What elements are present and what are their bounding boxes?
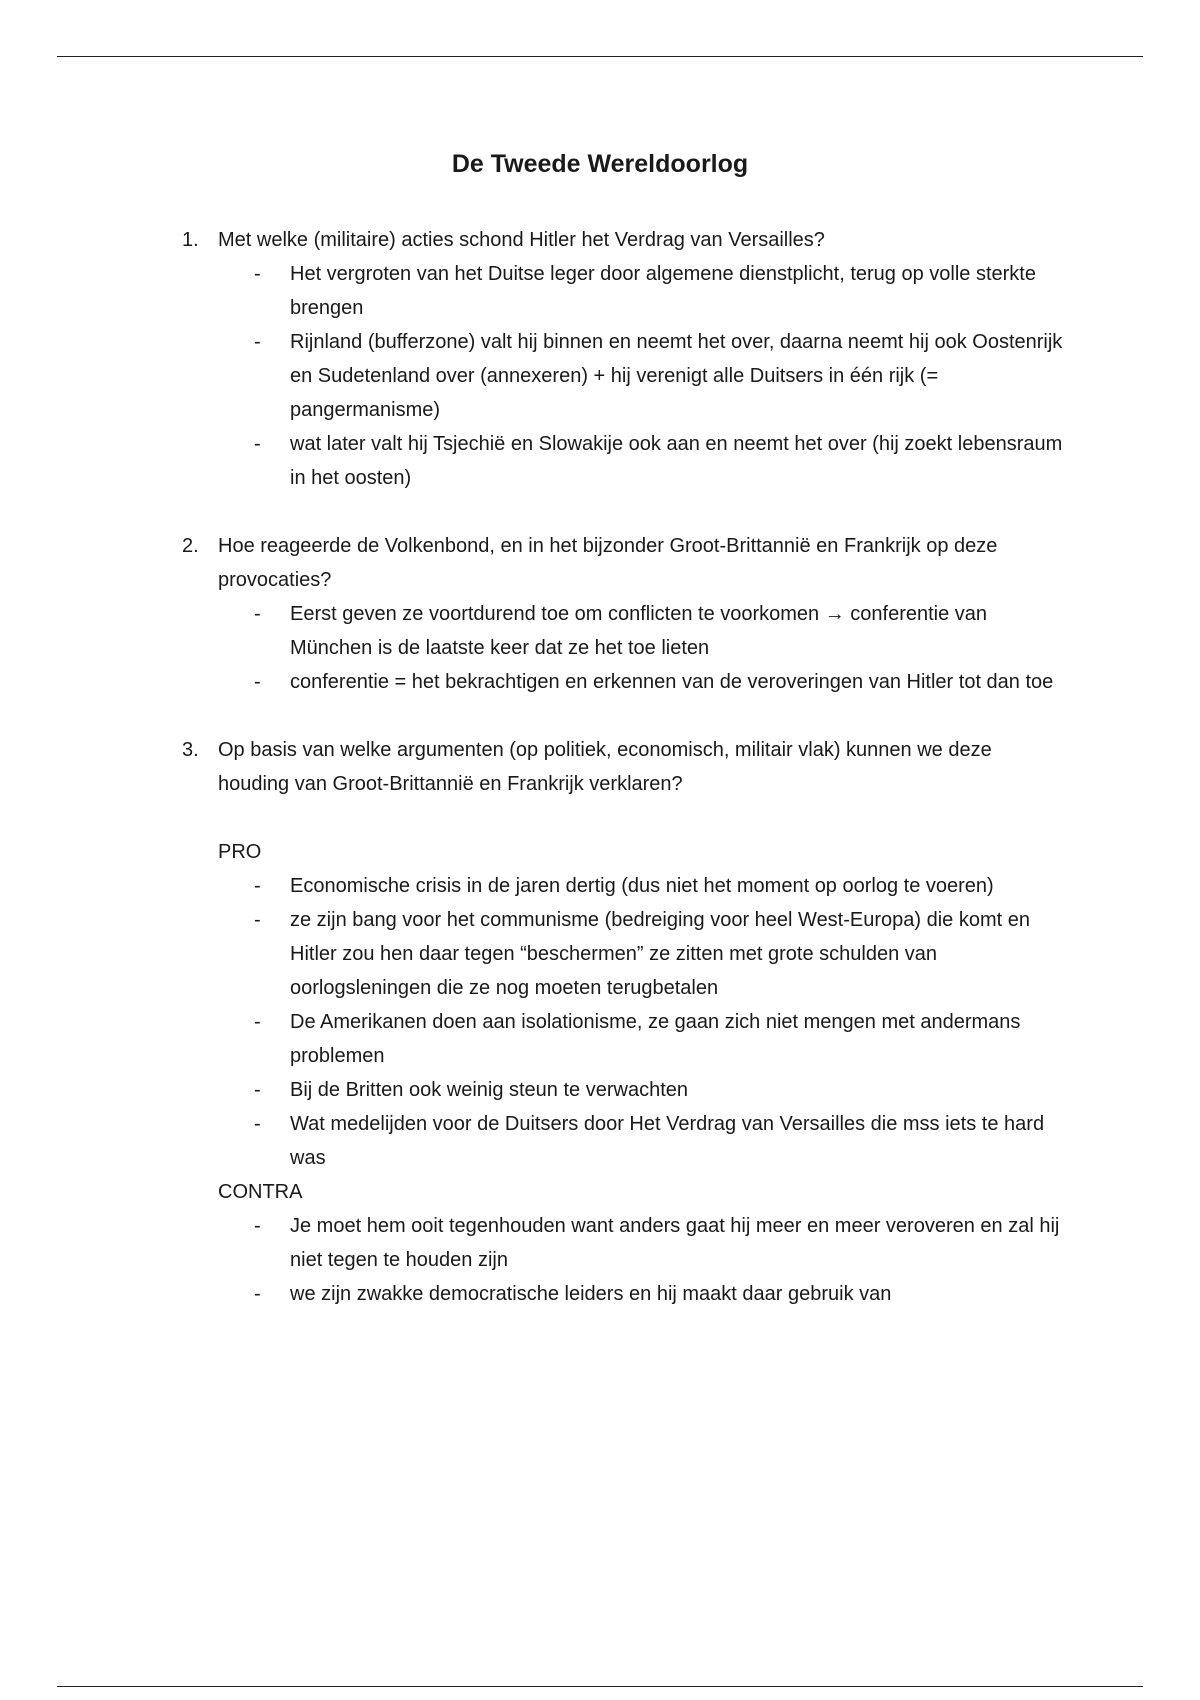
list-item: [218, 665, 1070, 699]
list-item: [218, 597, 1070, 665]
contra-label: CONTRA: [218, 1181, 303, 1203]
dash-marker: -: [254, 1215, 261, 1237]
list-item: [218, 257, 1070, 325]
list-item-text: wat later valt hij Tsjechië en Slowakije ook aan en neemt het over (hij zoekt lebensraum in het oosten): [290, 433, 1063, 489]
list-item: [218, 325, 1070, 427]
dash-marker: -: [254, 1283, 261, 1305]
list-item: [218, 1209, 1070, 1277]
list-item: [218, 1073, 1070, 1107]
spacer: [0, 699, 1200, 733]
dash-marker: -: [254, 603, 261, 625]
question-1: [0, 223, 1058, 257]
list-item-text: De Amerikanen doen aan isolationisme, ze gaan zich niet mengen met andermans problemen: [290, 1011, 1021, 1067]
dash-marker: -: [254, 875, 261, 897]
question-text: Hoe reageerde de Volkenbond, en in het bijzonder Groot-Brittannië en Frankrijk op deze provocaties?: [218, 535, 998, 591]
answer-list: [0, 597, 1200, 699]
dash-marker: -: [254, 1011, 261, 1033]
dash-marker: -: [254, 263, 261, 285]
dash-marker: -: [254, 1079, 261, 1101]
page-title: De Tweede Wereldoorlog: [451, 150, 749, 178]
question-number: 2.: [182, 535, 199, 557]
list-item: [218, 1005, 1070, 1073]
list-item-text: Het vergroten van het Duitse leger door algemene dienstplicht, terug op volle sterkte brengen: [290, 263, 1036, 319]
spacer: [0, 495, 1200, 529]
question-2: [0, 529, 1058, 597]
list-item-text: ze zijn bang voor het communisme (bedreiging voor heel West-Europa) die komt en Hitler zou hen daar tegen “beschermen” ze zitten met grote schulden van oorlogsleningen die ze nog moeten terugbetalen: [290, 909, 1030, 999]
question-number: 1.: [182, 229, 199, 251]
pro-list: [0, 869, 1200, 1175]
question-3: [0, 733, 1058, 801]
dash-marker: -: [254, 671, 261, 693]
list-item-text: Bij de Britten ook weinig steun te verwachten: [290, 1079, 688, 1101]
list-item: [218, 869, 1070, 903]
question-text: Met welke (militaire) acties schond Hitler het Verdrag van Versailles?: [218, 229, 825, 251]
list-item-text: Wat medelijden voor de Duitsers door Het Verdrag van Versailles die mss iets te hard was: [290, 1113, 1045, 1169]
document-body: [0, 223, 1200, 1311]
list-item: [218, 1277, 1070, 1311]
question-number: 3.: [182, 739, 199, 761]
contra-list: [0, 1209, 1200, 1311]
list-item-text: Economische crisis in de jaren dertig (dus niet het moment op oorlog te voeren): [290, 875, 994, 897]
dash-marker: -: [254, 1113, 261, 1135]
question-text: Op basis van welke argumenten (op politiek, economisch, militair vlak) kunnen we deze houding van Groot-Brittannië en Frankrijk verklaren?: [218, 739, 992, 795]
list-item: [218, 427, 1070, 495]
spacer: [0, 801, 1200, 835]
list-item-text: conferentie = het bekrachtigen en erkennen van de veroveringen van Hitler tot dan toe: [290, 671, 1054, 693]
list-item-text: we zijn zwakke democratische leiders en hij maakt daar gebruik van: [290, 1283, 892, 1305]
dash-marker: -: [254, 331, 261, 353]
dash-marker: -: [254, 433, 261, 455]
list-item-text: Rijnland (bufferzone) valt hij binnen en neemt het over, daarna neemt hij ook Oostenrijk en Sudetenland over (annexeren) + hij verenigt alle Duitsers in één rijk (= pangermanisme): [290, 331, 1063, 421]
list-item-text: Je moet hem ooit tegenhouden want anders gaat hij meer en meer veroveren en zal hij niet tegen te houden zijn: [290, 1215, 1060, 1271]
answer-list: [0, 257, 1200, 495]
top-rule: [57, 56, 1143, 57]
dash-marker: -: [254, 909, 261, 931]
pro-label: PRO: [218, 841, 262, 863]
list-item-text: Eerst geven ze voortdurend toe om conflicten te voorkomen → conferentie van München is de laatste keer dat ze het toe lieten: [290, 603, 988, 659]
list-item: [218, 1107, 1070, 1175]
bottom-rule: [57, 1686, 1143, 1687]
list-item: [218, 903, 1070, 1005]
